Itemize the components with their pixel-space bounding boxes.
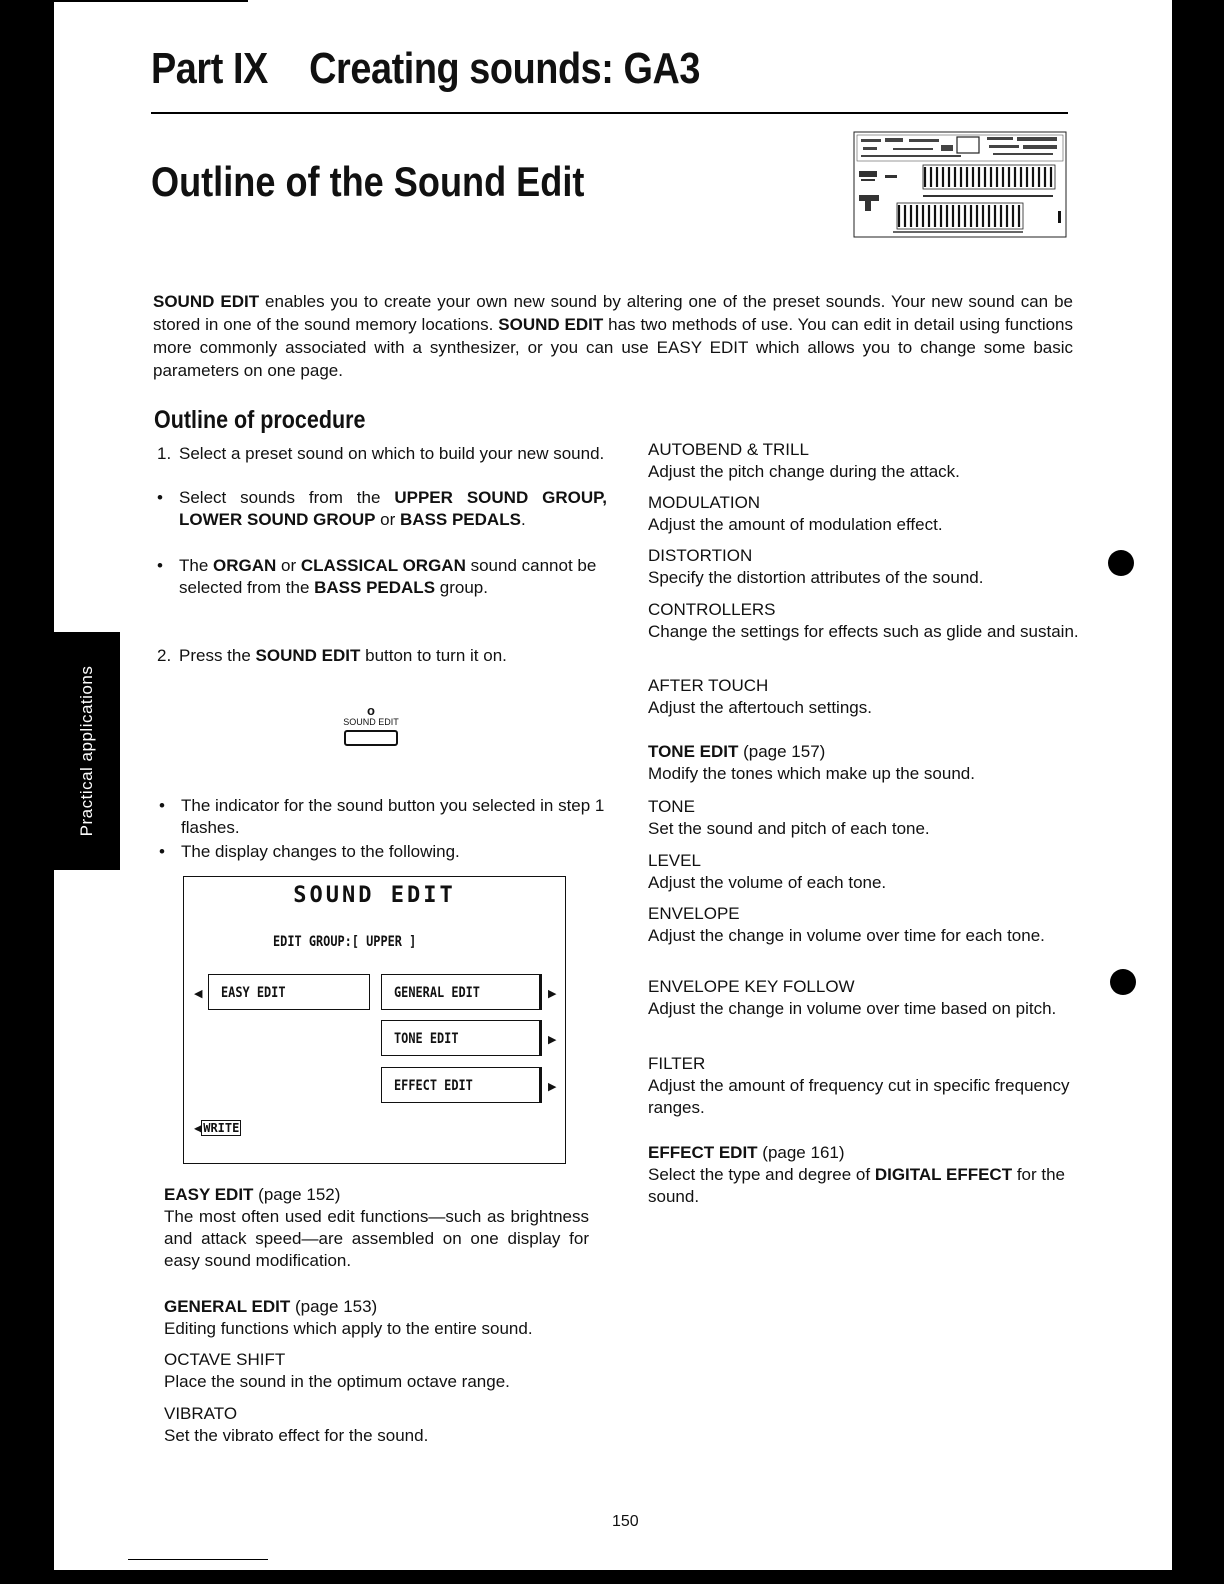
envelope-key-follow-heading: ENVELOPE KEY FOLLOW <box>648 977 855 996</box>
lcd-title: SOUND EDIT <box>293 883 456 908</box>
lcd-edit-group: EDIT GROUP:[ UPPER ] <box>273 934 417 950</box>
left-arrow-icon: ◀ <box>194 988 203 1000</box>
text: for the sound. <box>648 1165 1066 1206</box>
text: (page 157) <box>738 742 826 761</box>
text: The <box>179 556 214 575</box>
envelope-key-follow-item <box>648 976 1080 1020</box>
step-2-bullet-2: • The display changes to the following. <box>159 842 460 861</box>
level-heading: LEVEL <box>648 851 701 870</box>
lcd-general-edit-box <box>381 974 542 1010</box>
text-bold: BASS PEDALS <box>314 578 436 597</box>
easy-edit-heading <box>164 1184 589 1206</box>
effect-edit-heading <box>648 1142 1080 1164</box>
scan-edge-left <box>0 0 54 1584</box>
level-item <box>648 850 1088 894</box>
lcd-tone-edit-label: TONE EDIT <box>394 1031 459 1047</box>
after-touch-item <box>648 675 1088 719</box>
binder-hole-mark <box>1110 969 1136 995</box>
envelope-description: Adjust the change in volume over time for each tone. <box>648 926 1045 945</box>
text: Select sounds from the <box>179 488 395 507</box>
text-bold: CLASSICAL ORGAN <box>300 556 466 575</box>
tone-edit-item <box>648 741 1088 785</box>
easy-edit-description: The most often used edit functions—such as brightness and attack speed—are assembled on one display for easy sound modification. <box>164 1207 589 1270</box>
lcd-write <box>194 1121 241 1135</box>
filter-item <box>648 1053 1080 1119</box>
text: Select the type and degree of <box>648 1165 875 1184</box>
text: group. <box>435 578 488 597</box>
step-1 <box>157 443 607 465</box>
lcd-effect-edit-box <box>381 1067 542 1103</box>
heading-rule <box>151 112 1068 114</box>
lcd-write-label: WRITE <box>203 1121 240 1135</box>
tone-heading: TONE <box>648 797 695 816</box>
right-arrow-icon: ▶ <box>548 1034 557 1046</box>
text-bold: EFFECT EDIT <box>648 1143 758 1162</box>
after-touch-description: Adjust the aftertouch settings. <box>648 698 872 717</box>
page-number: 150 <box>612 1513 639 1530</box>
scan-edge-right <box>1172 0 1224 1584</box>
lcd-easy-edit-label: EASY EDIT <box>221 985 286 1001</box>
text-bold: SOUND EDIT <box>255 646 361 665</box>
text: or <box>276 556 301 575</box>
right-arrow-icon: ▶ <box>548 1081 557 1093</box>
octave-shift-heading: OCTAVE SHIFT <box>164 1350 286 1369</box>
distortion-item <box>648 545 1088 589</box>
side-tab <box>54 632 120 870</box>
general-edit-description: Editing functions which apply to the entire sound. <box>164 1319 533 1338</box>
section-title: Outline of the Sound Edit <box>151 158 585 205</box>
part-label: Part IX <box>151 44 268 93</box>
text: The indicator for the sound button you selected in step 1 flashes. <box>181 796 605 837</box>
vibrato-heading: VIBRATO <box>164 1404 238 1423</box>
lcd-tone-edit-box <box>381 1020 542 1056</box>
controllers-heading: CONTROLLERS <box>648 600 776 619</box>
binder-hole-mark <box>1108 550 1134 576</box>
intro-paragraph <box>153 290 1073 382</box>
controllers-item <box>648 599 1088 643</box>
step-2-number: 2. <box>157 646 172 665</box>
intro-bold-2: SOUND EDIT <box>498 315 604 334</box>
text-bold: DIGITAL EFFECT <box>874 1165 1013 1184</box>
scan-edge-bottom <box>0 1570 1224 1584</box>
intro-bold-1: SOUND EDIT <box>153 292 260 311</box>
autobend-item <box>648 439 1088 483</box>
octave-shift-description: Place the sound in the optimum octave range. <box>164 1372 510 1391</box>
text-bold: TONE EDIT <box>648 742 739 761</box>
text: (page 161) <box>757 1143 845 1162</box>
controllers-description: Change the settings for effects such as glide and sustain. <box>648 622 1079 641</box>
right-arrow-icon: ▶ <box>548 988 557 1000</box>
octave-shift-item <box>164 1349 592 1393</box>
procedure-title: Outline of procedure <box>154 406 366 434</box>
sound-edit-button-label: SOUND EDIT <box>343 717 399 727</box>
indicator-led: o <box>367 703 375 718</box>
text: The display changes to the following. <box>181 842 460 861</box>
intro-text-1: enables you to create your own new sound by altering one of the preset sounds. Your new sound can be stored in one of the sound memory locations. <box>153 292 1073 334</box>
step-1-text: Select a preset sound on which to build your new sound. <box>179 444 605 463</box>
envelope-item <box>648 903 1080 947</box>
tone-description: Set the sound and pitch of each tone. <box>648 819 930 838</box>
step-1-bullet-1: • Select sounds from the UPPER SOUND GROUP, LOWER SOUND GROUP or BASS PEDALS. <box>157 488 607 529</box>
text-bold: BASS PEDALS <box>400 510 521 529</box>
tone-edit-heading <box>648 741 1088 763</box>
text: or <box>375 510 401 529</box>
lcd-general-edit-label: GENERAL EDIT <box>394 985 480 1001</box>
autobend-description: Adjust the pitch change during the attack. <box>648 462 960 481</box>
lcd-effect-edit-label: EFFECT EDIT <box>394 1078 473 1094</box>
step-1-bullet-2: • The ORGAN or CLASSICAL ORGAN sound cannot be selected from the BASS PEDALS group. <box>157 556 597 597</box>
part-heading <box>151 44 700 94</box>
level-description: Adjust the volume of each tone. <box>648 873 887 892</box>
after-touch-heading: AFTER TOUCH <box>648 676 769 695</box>
text-bold: UPPER SOUND GROUP, LOWER SOUND GROUP <box>179 488 607 529</box>
text-bold: ORGAN <box>213 556 277 575</box>
envelope-heading: ENVELOPE <box>648 904 740 923</box>
filter-description: Adjust the amount of frequency cut in specific frequency ranges. <box>648 1076 1070 1117</box>
vibrato-item <box>164 1403 592 1447</box>
intro-text-2: has two methods of use. You can edit in detail using functions more commonly associated with a synthesizer, or you can use EASY EDIT which allows you to change some basic parameters on one page. <box>153 315 1074 380</box>
sound-edit-button-cap <box>344 730 398 746</box>
tone-item <box>648 796 1088 840</box>
distortion-heading: DISTORTION <box>648 546 753 565</box>
easy-edit-item <box>164 1184 589 1272</box>
envelope-key-follow-description: Adjust the change in volume over time based on pitch. <box>648 999 1057 1018</box>
step-1-number: 1. <box>157 444 172 463</box>
tone-edit-description: Modify the tones which make up the sound. <box>648 764 975 783</box>
autobend-heading: AUTOBEND & TRILL <box>648 440 809 459</box>
effect-edit-item <box>648 1142 1080 1208</box>
control-panel-thumbnail <box>853 131 1067 238</box>
lcd-easy-edit-box <box>208 974 370 1010</box>
part-title: Creating sounds: GA3 <box>309 44 701 93</box>
left-arrow-icon: ◀ <box>194 1121 202 1135</box>
vibrato-description: Set the vibrato effect for the sound. <box>164 1426 429 1445</box>
bottom-rule <box>128 1559 268 1560</box>
lcd-display-illustration <box>183 876 566 1164</box>
general-edit-item <box>164 1296 592 1340</box>
text-bold: EASY EDIT <box>164 1185 254 1204</box>
text: button to turn it on. <box>360 646 507 665</box>
step-2-bullet-1: • The indicator for the sound button you selected in step 1 flashes. <box>159 796 605 837</box>
effect-edit-description <box>648 1164 1080 1208</box>
modulation-heading: MODULATION <box>648 493 761 512</box>
text-bold: GENERAL EDIT <box>164 1297 291 1316</box>
modulation-description: Adjust the amount of modulation effect. <box>648 515 943 534</box>
text: . <box>520 510 526 529</box>
distortion-description: Specify the distortion attributes of the sound. <box>648 568 984 587</box>
general-edit-heading <box>164 1296 592 1318</box>
text: (page 152) <box>253 1185 341 1204</box>
step-2 <box>157 645 607 667</box>
top-rule <box>54 0 248 2</box>
filter-heading: FILTER <box>648 1054 706 1073</box>
text: Press the <box>179 646 256 665</box>
text: (page 153) <box>290 1297 378 1316</box>
modulation-item <box>648 492 1088 536</box>
text: sound cannot be selected from the <box>179 556 597 597</box>
sound-edit-button-illustration <box>336 704 406 746</box>
side-tab-label: Practical applications <box>77 665 96 837</box>
